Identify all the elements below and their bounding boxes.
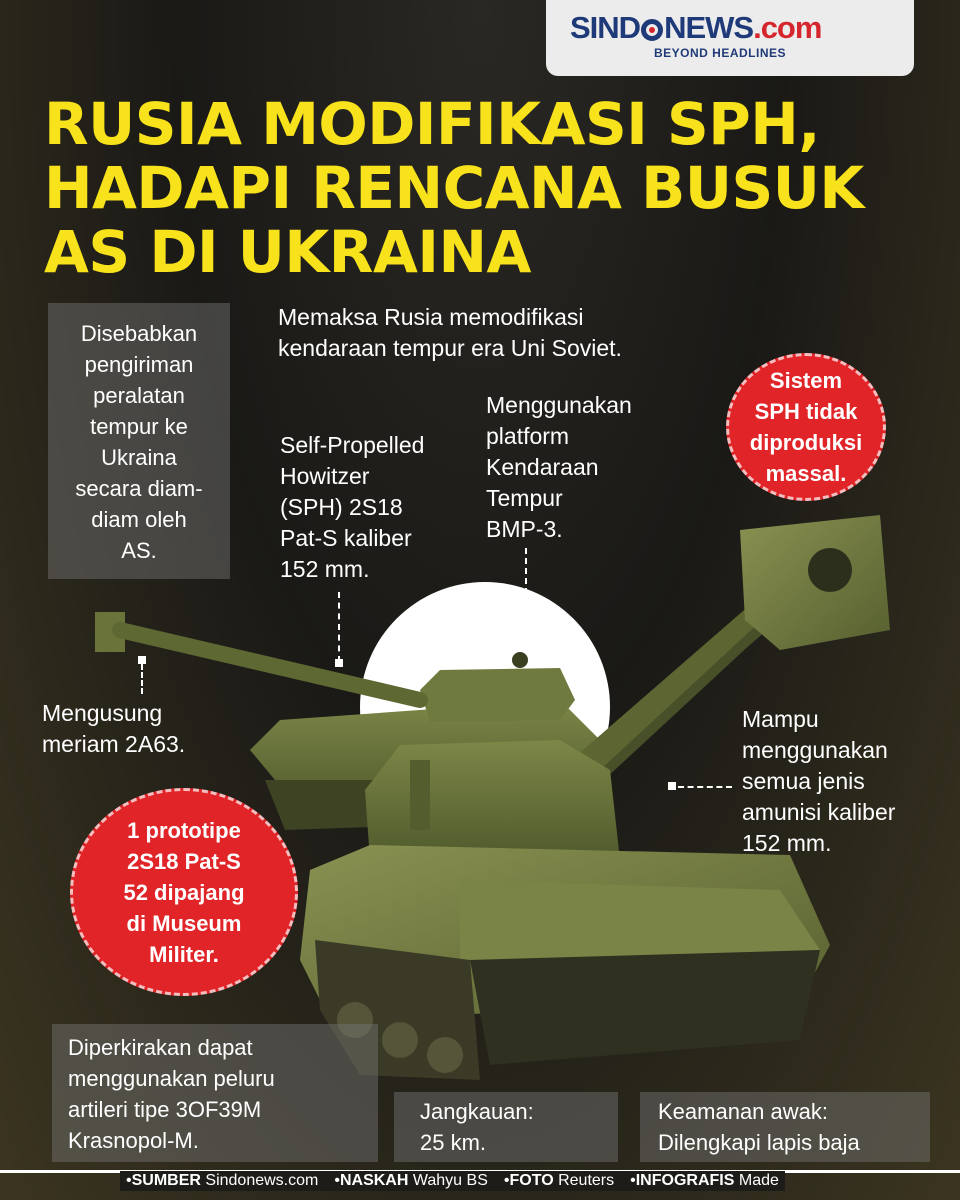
credit-writer-label: NASKAH <box>339 1172 409 1189</box>
credit-writer-value: Wahyu BS <box>412 1172 488 1189</box>
credit-photo-label: FOTO <box>509 1172 554 1189</box>
cannon-marker <box>138 656 146 664</box>
cause-text: Disebabkan pengiriman peralatan tempur ke Ukraina secara diam- diam oleh AS. <box>75 321 203 563</box>
krasnopol-text: Diperkirakan dapat menggunakan peluru artileri tipe 3OF39M Krasnopol-M. <box>68 1035 275 1153</box>
bullet-icon: • <box>334 1172 340 1189</box>
logo-part-news: NEWS <box>664 10 754 45</box>
bullet-icon: • <box>503 1172 510 1189</box>
headline-line-3: AS DI UKRAINA <box>44 218 531 286</box>
credit-source-value[interactable]: Sindonews.com <box>205 1172 319 1189</box>
platform-leader-line <box>525 548 527 634</box>
platform-text: Menggunakan platform Kendaraan Tempur BMP-3. <box>486 392 632 542</box>
cannon-leader-line <box>141 664 143 694</box>
cannon-text: Mengusung meriam 2A63. <box>42 700 186 757</box>
forces-modify-text: Memaksa Rusia memodifikasi kendaraan tempur era Uni Soviet. <box>278 304 622 361</box>
range-text: Jangkauan: 25 km. <box>420 1099 534 1155</box>
bullet-icon: • <box>126 1172 132 1189</box>
logo-tagline: BEYOND HEADLINES <box>654 46 787 60</box>
prototype-badge: 1 prototipe 2S18 Pat-S 52 dipajang di Museum Militer. <box>70 788 298 996</box>
headline-line-1: RUSIA MODIFIKASI SPH, <box>44 90 820 158</box>
bullet-icon: • <box>630 1172 636 1189</box>
ammo-text: Mampu menggunakan semua jenis amunisi kaliber 152 mm. <box>742 706 896 856</box>
credit-infographic-label: INFOGRAFIS <box>635 1172 735 1189</box>
not-mass-produced-badge: Sistem SPH tidak diproduksi massal. <box>726 353 886 501</box>
credit-infographic-value: Made <box>738 1172 779 1189</box>
credit-source-label: SUMBER <box>131 1172 201 1189</box>
footer-credits <box>120 1171 785 1191</box>
sph-leader-line <box>338 592 340 662</box>
credit-photo-value: Reuters <box>558 1172 615 1189</box>
platform-marker <box>522 632 530 640</box>
logo-part-sind: SIND <box>570 10 641 45</box>
sph-caliber-text: Self-Propelled Howitzer (SPH) 2S18 Pat-S kaliber 152 mm. <box>280 432 425 582</box>
ammo-leader-line <box>678 786 732 788</box>
ammo-marker <box>668 782 676 790</box>
logo-part-com: .com <box>753 10 822 45</box>
armor-text: Keamanan awak: Dilengkapi lapis baja <box>658 1099 860 1155</box>
sph-marker <box>335 659 343 667</box>
headline-line-2: HADAPI RENCANA BUSUK <box>44 154 864 222</box>
